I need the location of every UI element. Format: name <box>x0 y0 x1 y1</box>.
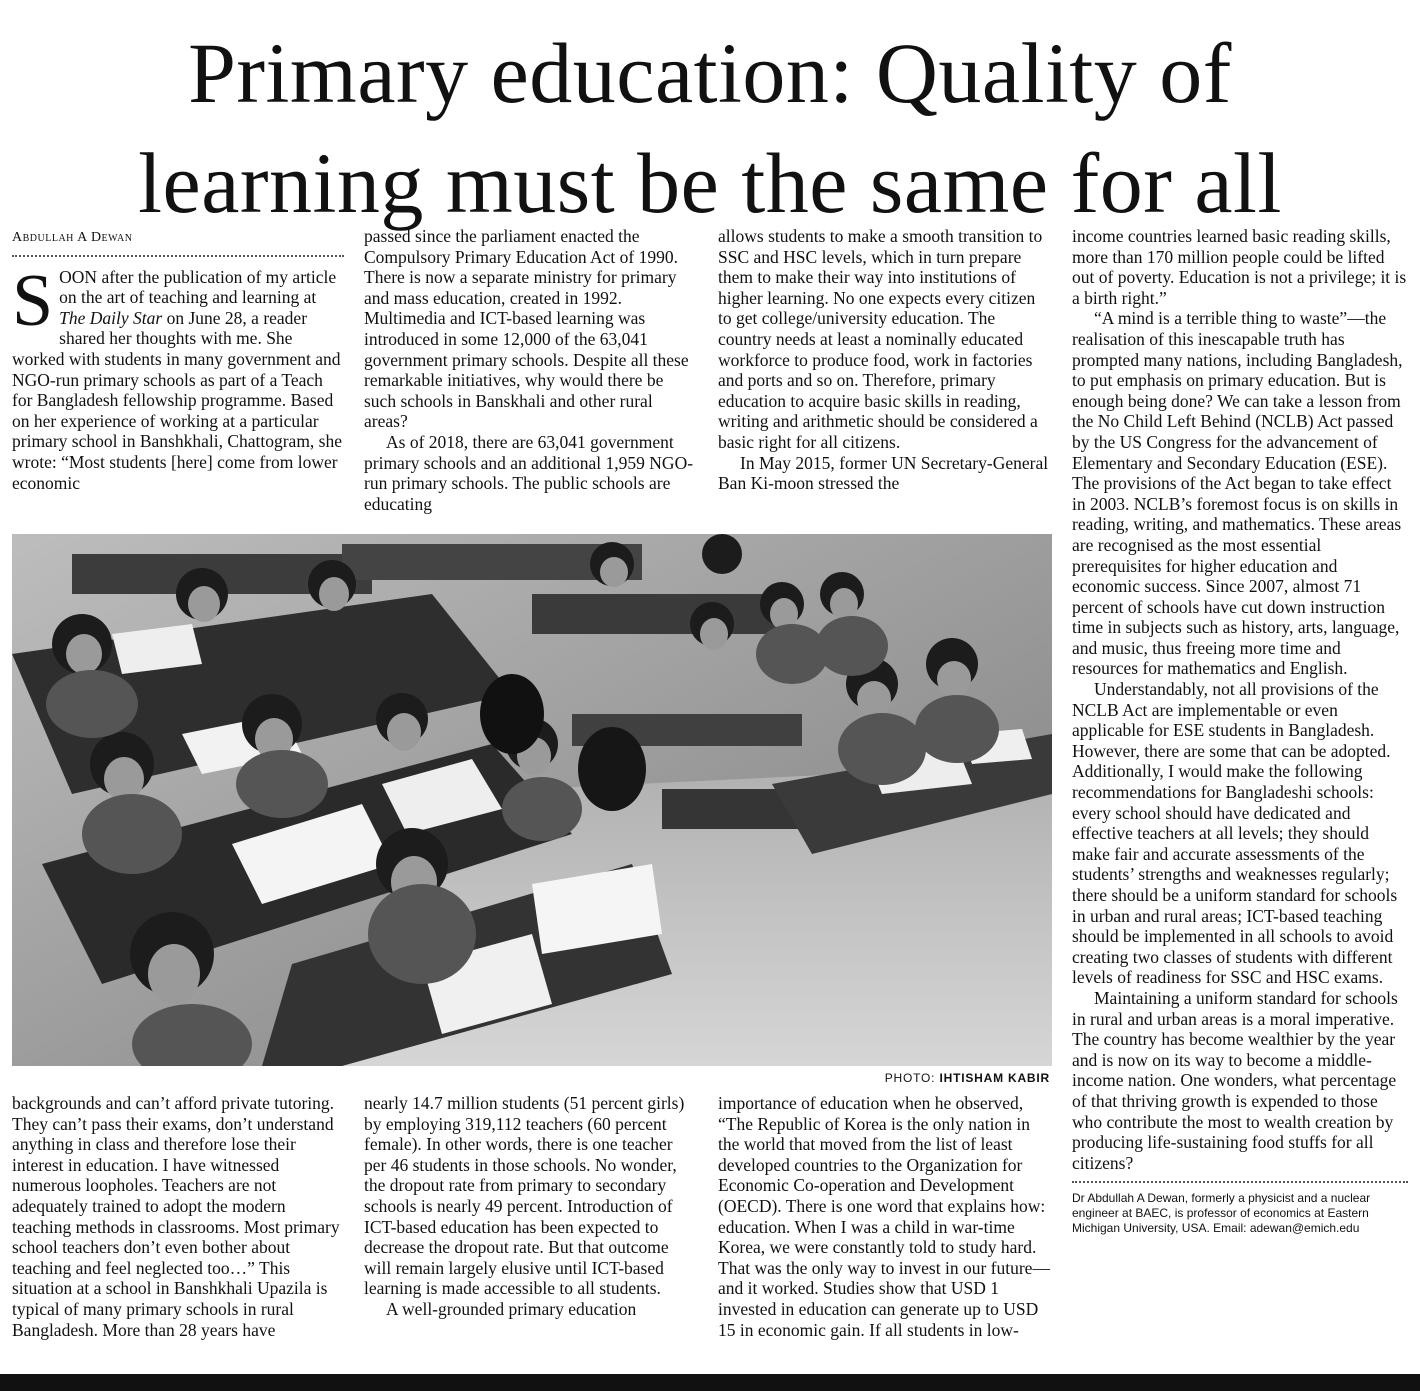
paragraph: As of 2018, there are 63,041 government primary schools and an additional 1,959 NGO-run primary schools. The public schools are educating <box>364 431 694 514</box>
paragraph: income countries learned basic reading skills, more than 170 million people could be lifted out of poverty. Education is not a privilege; it is a birth right.” <box>1072 226 1407 308</box>
paragraph: Maintaining a uniform standard for schools in rural and urban areas is a moral imperative. The country has become wealthier by the year and is now on its way to become a middle-income nation. One wonders, what percentage of that thriving growth is expended to those who contribute the most to wealth creation by producing life-sustaining food stuffs for all citizens? <box>1072 987 1398 1173</box>
paragraph: importance of education when he observed, “The Republic of Korea is the only nation in the world that moved from the list of least developed countries to the Organization for Economic Co-operation and Development (OECD). There is one word that explains how: education. When I was a child in war-time Korea, we were constantly told to study hard. That was the only way to invest in our future—and it worked. Studies show that USD 1 invested in education can generate up to USD 15 in economic gain. If all students in low- <box>718 1093 1050 1340</box>
paragraph <box>12 259 344 494</box>
column-2-bottom <box>364 1093 696 1320</box>
column-3-bottom <box>718 1093 1052 1340</box>
photo-credit <box>700 1071 1050 1085</box>
classroom-photo <box>12 534 1052 1066</box>
footer-bar <box>0 1374 1420 1391</box>
paragraph: backgrounds and can’t afford private tutoring. They can’t pass their exams, don’t understand anything in class and therefore lose their interest in education. I have witnessed numerous loopholes. Teachers are not adequately trained to adopt the modern teaching methods in classrooms. Most primary school teachers don’t even bother about teaching and feel neglected too…” This situation at a school in Banshkhali Upazila is typical of many primary schools in rural Bangladesh. More than 28 years have <box>12 1093 340 1340</box>
byline: Abdullah A Dewan <box>12 228 344 257</box>
column-3-top <box>718 226 1052 494</box>
paragraph: In May 2015, former UN Secretary-General Ban Ki-moon stressed the <box>718 452 1049 494</box>
paragraph: nearly 14.7 million students (51 percent girls) by employing 319,112 teachers (60 percent female). In other words, there is one teacher per 46 students in those schools. No wonder, the dropout rate from primary to secondary schools is nearly 49 percent. Introduction of ICT-based education has been expected to decrease the dropout rate. But that outcome will remain largely elusive until ICT-based learning is made accessible to all students. <box>364 1093 685 1299</box>
classroom-photo-illustration <box>12 534 1052 1066</box>
column-1-bottom <box>12 1093 344 1340</box>
drop-cap: S <box>12 259 54 342</box>
author-bio: Dr Abdullah A Dewan, formerly a physicist and a nuclear engineer at BAEC, is professor of economics at Eastern Michigan University, USA. Email: adewan@emich.edu <box>1072 1181 1408 1236</box>
paragraph: Understandably, not all provisions of the NCLB Act are implementable or even applicable for ESE students in Bangladesh. However, there are some that can be adopted. Additionally, I would make the following recommendations for Bangladeshi schools: every school should have dedicated and effective teachers at all levels; they should make fair and accurate assessments of the students’ strengths and weaknesses regularly; there should be a uniform standard for schools in urban and rural areas; ICT-based teaching should be implemented in all schools to avoid creating two classes of students with different levels of readiness for SSC and HSC exams. <box>1072 679 1398 988</box>
column-1-top <box>12 228 344 493</box>
photo-credit-name: IHTISHAM KABIR <box>939 1071 1050 1085</box>
headline <box>0 18 1420 238</box>
publication-name: The Daily Star <box>59 307 163 328</box>
headline-line-2: learning must be the same for all <box>138 135 1282 231</box>
paragraph-text: OON after the publication of my article on the art of teaching and learning at <box>59 266 337 308</box>
paragraph: passed since the parliament enacted the Compulsory Primary Education Act of 1990. There is now a separate ministry for primary and mass education, created in 1992. Multimedia and ICT-based learning was introduced in some 12,000 of the 63,041 government primary schools. Despite all these remarkable initiatives, why would there be such schools in Banskhali and other rural areas? <box>364 226 689 432</box>
photo-credit-label: PHOTO: <box>884 1071 940 1085</box>
paragraph: allows students to make a smooth transition to SSC and HSC levels, which in turn prepare them to make their way into institutions of higher learning. No one expects every citizen to get college/university education. The country needs at least a nominally educated workforce to produce food, work in factories and ports and so on. Therefore, primary education to acquire basic skills in reading, writing and arithmetic should be considered a basic right for all citizens. <box>718 226 1043 452</box>
column-4 <box>1072 226 1408 1236</box>
column-2-top <box>364 226 696 514</box>
paragraph: A well-grounded primary education <box>386 1298 637 1319</box>
paragraph-text: on June 28, a reader shared her thoughts with me. She worked with students in many government and NGO-run primary schools as part of a Teach for Bangladesh fellowship programme. Based on her experience of working at a particular primary school in Banshkhali, Chattogram, she wrote: “Most students [here] come from lower economic <box>12 307 343 493</box>
paragraph: “A mind is a terrible thing to waste”—the realisation of this inescapable truth has prompted many nations, including Bangladesh, to put emphasis on primary education. But is enough being done? We can take a lesson from the No Child Left Behind (NCLB) Act passed by the US Congress for the advancement of Elementary and Secondary Education (ESE). The provisions of the Act began to take effect in 2003. NCLB’s foremost focus is on skills in reading, writing, and mathematics. These areas are recognised as the most essential prerequisites for higher education and economic success. Since 2007, almost 71 percent of schools have cut down instruction time in subjects such as history, arts, language, and music, thus freeing more time and resources for mathematics and English. <box>1072 308 1403 679</box>
headline-line-1: Primary education: Quality of <box>188 25 1232 121</box>
